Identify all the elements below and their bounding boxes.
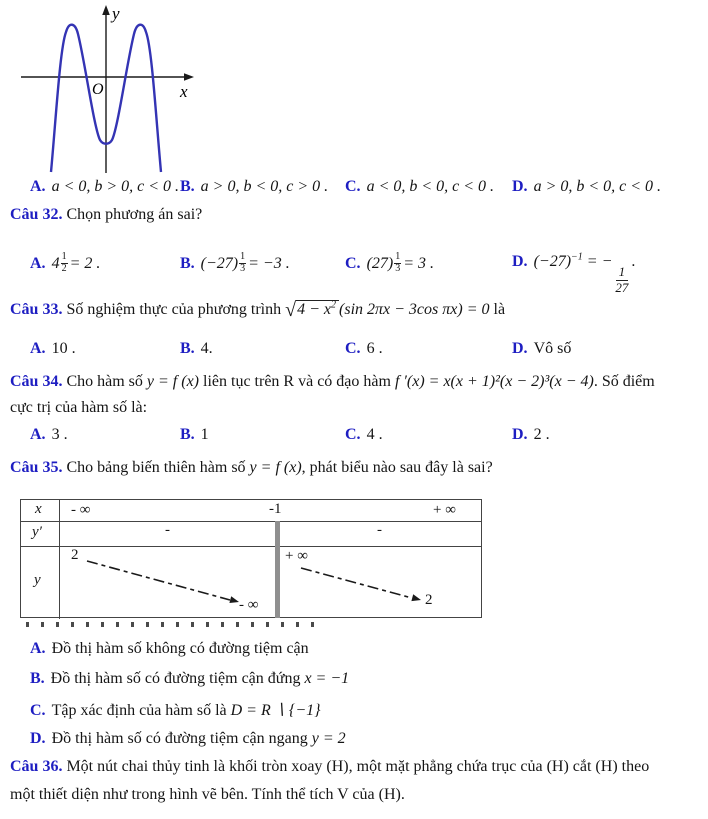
fraction-numerator: 1 (395, 251, 401, 262)
option-letter: A. (30, 340, 46, 357)
option-letter: C. (30, 702, 46, 719)
q35-option-d (30, 730, 346, 748)
option-letter: D. (512, 253, 528, 271)
function-graph (10, 2, 205, 176)
fraction-denominator: 2 (61, 262, 67, 274)
option-letter: B. (180, 255, 195, 272)
radicand (296, 300, 339, 318)
fraction-numerator: 1 (61, 251, 67, 262)
x-axis-arrow-icon (184, 73, 194, 81)
option-letter: B. (180, 340, 195, 357)
fraction-denominator: 27 (615, 280, 629, 296)
option-text: Vô số (533, 340, 572, 357)
y-limit-right-end: 2 (425, 592, 433, 608)
question-text-tail: , phát biểu nào sau đây là sai? (301, 459, 493, 476)
option-text: 6 . (366, 340, 383, 357)
yprime-sign-left: - (165, 522, 170, 538)
question-text-tail: là (493, 301, 506, 318)
fraction (615, 265, 628, 296)
radical-icon: √ (285, 299, 297, 321)
table-header-yprime: y′ (32, 524, 42, 540)
q35-option-a (30, 640, 309, 658)
q33-option-d (512, 340, 571, 358)
q33-option-a (30, 340, 76, 358)
question-text: Cho hàm số (66, 373, 143, 390)
option-letter: C. (345, 255, 361, 272)
math-rhs: = 2 . (69, 255, 101, 272)
option-text: a > 0, b < 0, c > 0 . (200, 178, 329, 195)
option-letter: C. (345, 340, 361, 357)
y-limit-right-start: + ∞ (285, 548, 308, 564)
table-header-x: x (35, 501, 42, 517)
option-text: Đồ thị hàm số không có đường tiệm cận (51, 640, 309, 657)
derivative-expression: f ′(x) = x(x + 1)²(x − 2)³(x − 4) (394, 373, 594, 390)
option-text: 2 . (533, 426, 550, 443)
option-letter: A. (30, 255, 46, 272)
math-expression: y = f (x) (146, 373, 200, 390)
table-arrows (21, 500, 483, 619)
math-rhs: = −3 . (248, 255, 290, 272)
option-letter: C. (345, 178, 361, 195)
option-text: a < 0, b > 0, c < 0 . (51, 178, 180, 195)
sqrt-expression (285, 299, 339, 321)
question-text: Số nghiệm thực của phương trình (66, 301, 282, 318)
question-number: Câu 32. (10, 206, 63, 223)
option-letter: A. (30, 178, 46, 195)
exponent: −1 (571, 252, 583, 263)
option-letter: A. (30, 426, 46, 443)
option-letter: A. (30, 640, 46, 657)
exponent-fraction (394, 252, 401, 274)
q33-option-b (180, 340, 213, 358)
option-text: 4. (200, 340, 213, 357)
q36-heading-line1 (10, 758, 649, 776)
q33-heading (10, 299, 505, 322)
option-text: 3 . (51, 426, 68, 443)
variation-table (20, 499, 482, 618)
math-base: (27) (366, 255, 394, 272)
q35-option-c (30, 700, 321, 720)
question-text: Một nút chai thủy tinh là khối tròn xoay (H), một mặt phẳng chứa trục của (H) cắt (H) theo (66, 758, 650, 775)
question-text: Chọn phương án sai? (66, 206, 203, 223)
math-base: 4 (51, 255, 60, 272)
question-number: Câu 33. (10, 301, 63, 318)
q34-heading-line2: cực trị của hàm số là: (10, 399, 148, 416)
option-letter: D. (512, 178, 528, 195)
option-letter: B. (180, 178, 195, 195)
x-axis-label: x (180, 82, 188, 101)
q34-option-c (345, 426, 383, 444)
question-text: Cho bảng biến thiên hàm số (66, 459, 246, 476)
option-text: Tập xác định của hàm số là (51, 702, 227, 719)
fraction-denominator: 3 (240, 262, 246, 274)
y-axis-arrow-icon (102, 5, 110, 15)
table-header-y: y (34, 572, 41, 588)
option-math (51, 251, 101, 274)
question-number: Câu 36. (10, 758, 63, 775)
q31-option-c (345, 178, 494, 196)
q31-options (0, 178, 708, 200)
arrowhead-icon (411, 594, 421, 601)
q35-heading (10, 459, 493, 477)
q34-option-a (30, 426, 68, 444)
option-letter: B. (180, 426, 195, 443)
exponent-fraction (61, 252, 68, 274)
option-letter: C. (345, 426, 361, 443)
q34-option-b (180, 426, 209, 444)
radicand-text: 4 − x (297, 301, 332, 318)
math-tail: . (631, 253, 636, 271)
option-text: 1 (200, 426, 209, 443)
q32-heading (10, 206, 202, 224)
decreasing-arrow-left (87, 561, 230, 600)
q32-option-a (30, 252, 100, 274)
y-limit-left-end: - ∞ (239, 597, 259, 613)
option-math: x = −1 (304, 670, 350, 687)
q32-option-b (180, 252, 290, 274)
math-rhs: = 3 . (403, 255, 435, 272)
option-math: D = R ∖ {−1} (230, 702, 321, 719)
option-text: Đồ thị hàm số có đường tiệm cận đứng (50, 670, 301, 687)
math-rhs: = − (586, 253, 613, 271)
q34-heading-line1 (10, 373, 655, 391)
question-number: Câu 35. (10, 459, 63, 476)
math-base: (−27) (533, 253, 572, 271)
option-text: 4 . (366, 426, 383, 443)
x-value-left: - ∞ (71, 502, 91, 518)
q34-option-d (512, 426, 550, 444)
y-limit-left-start: 2 (71, 547, 79, 563)
fraction-denominator: 3 (395, 262, 401, 274)
option-letter: D. (512, 340, 528, 357)
option-text: 10 . (51, 340, 76, 357)
fraction-numerator: 1 (240, 251, 246, 262)
arrowhead-icon (229, 596, 239, 603)
option-text: Đồ thị hàm số có đường tiệm cận ngang (51, 730, 308, 747)
q33-option-c (345, 340, 383, 358)
q31-option-d (512, 178, 661, 196)
y-axis-label: y (112, 4, 120, 23)
clipped-text-artifact (26, 622, 326, 627)
q32-options (0, 251, 708, 296)
exponent-fraction (239, 252, 246, 274)
question-text-tail: . Số điểm (593, 373, 655, 390)
q33-options (0, 340, 708, 362)
fraction-numerator: 1 (616, 265, 629, 281)
option-text: a > 0, b < 0, c < 0 . (533, 178, 662, 195)
option-math (366, 251, 435, 274)
q31-option-b (180, 178, 328, 196)
origin-label: O (92, 81, 104, 98)
q32-option-c (345, 252, 434, 274)
question-text: liên tục trên R và có đạo hàm (203, 373, 391, 390)
q32-option-d (512, 252, 635, 296)
option-letter: D. (512, 426, 528, 443)
x-value-right: + ∞ (433, 502, 456, 518)
option-math: y = 2 (311, 730, 346, 747)
option-math (200, 251, 290, 274)
option-text: a < 0, b < 0, c < 0 . (366, 178, 495, 195)
math-expression: y = f (x) (249, 459, 302, 476)
yprime-sign-right: - (377, 522, 382, 538)
q34-options (0, 426, 708, 448)
equation-text: (sin 2πx − 3cos πx) = 0 (339, 301, 490, 318)
decreasing-arrow-right (301, 568, 412, 598)
radicand-exponent: 2 (331, 299, 337, 311)
option-math (533, 252, 636, 296)
option-letter: D. (30, 730, 46, 747)
x-value-mid: -1 (269, 501, 282, 517)
q35-option-b (30, 670, 349, 688)
math-base: (−27) (200, 255, 239, 272)
question-number: Câu 34. (10, 373, 63, 390)
option-letter: B. (30, 670, 45, 687)
q36-heading-line2: một thiết diện như trong hình vẽ bên. Tính thể tích V của (H). (10, 786, 405, 803)
q31-option-a (30, 178, 179, 196)
